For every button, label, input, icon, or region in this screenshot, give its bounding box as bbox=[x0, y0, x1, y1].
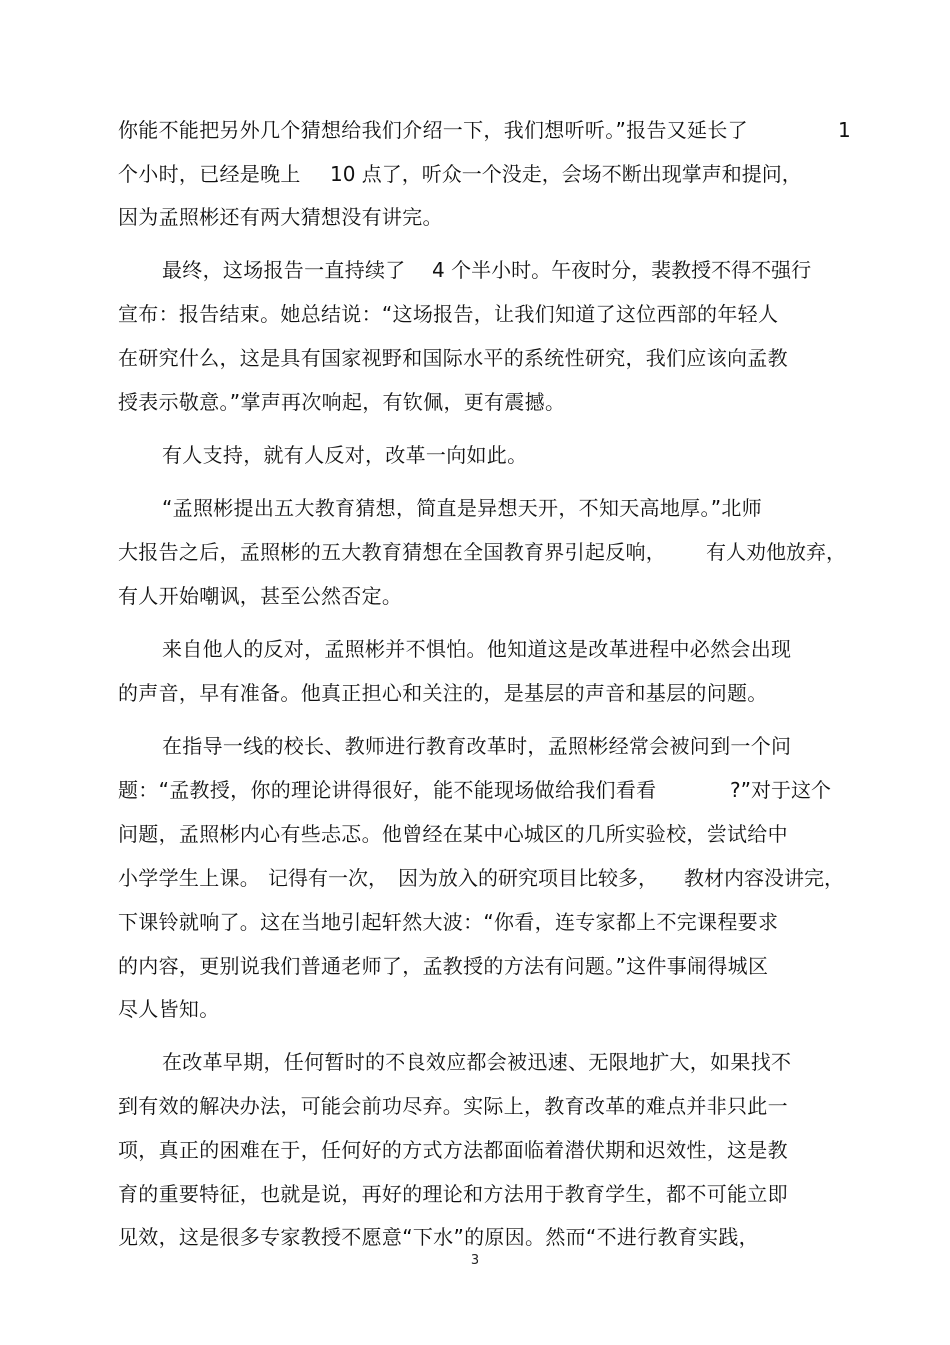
text-line: 来自他人的反对，孟照彬并不惧怕。他知道这是改革进程中必然会出现 bbox=[162, 637, 792, 661]
text-line: 在改革早期，任何暂时的不良效应都会被迅速、无限地扩大，如果找不 bbox=[162, 1050, 792, 1074]
text-fragment: 记得有一次， bbox=[268, 866, 388, 890]
text-fragment: 因为放入的研究项目比较多， bbox=[398, 866, 658, 890]
text-line: 宣布：报告结束。她总结说：“这场报告，让我们知道了这位西部的年轻人 bbox=[118, 302, 779, 326]
text-fragment: 4 个半小时。午夜时分，裴教授不得不强行 bbox=[432, 258, 812, 282]
text-line: 项，真正的困难在于，任何好的方式方法都面临着潜伏期和迟效性，这是教 bbox=[118, 1138, 788, 1162]
text-line: 因为孟照彬还有两大猜想没有讲完。 bbox=[118, 205, 443, 229]
text-line: 到有效的解决办法，可能会前功尽弃。实际上，教育改革的难点并非只此一 bbox=[118, 1094, 788, 1118]
text-line: 的内容，更别说我们普通老师了，孟教授的方法有问题。”这件事闹得城区 bbox=[118, 954, 769, 978]
text-fragment: 10 点了，听众一个没走，会场不断出现掌声和提问， bbox=[330, 162, 802, 186]
text-line: 在研究什么，这是具有国家视野和国际水平的系统性研究，我们应该向孟教 bbox=[118, 346, 788, 370]
text-line: 有人开始嘲讽，甚至公然否定。 bbox=[118, 584, 403, 608]
text-line: 小学学生上课。 bbox=[118, 866, 261, 890]
text-line: 大报告之后，孟照彬的五大教育猜想在全国教育界引起反响， bbox=[118, 540, 667, 564]
text-line: 下课铃就响了。这在当地引起轩然大波：“你看，连专家都上不完课程要求 bbox=[118, 910, 779, 934]
text-fragment: ?”对于这个 bbox=[730, 778, 831, 802]
text-line: 题：“孟教授，你的理论讲得很好，能不能现场做给我们看看 bbox=[118, 778, 657, 802]
text-line: 尽人皆知。 bbox=[118, 997, 220, 1021]
text-line: 有人支持，就有人反对，改革一向如此。 bbox=[162, 443, 528, 467]
text-line: 见效，这是很多专家教授不愿意“下水”的原因。然而“不进行教育实践， bbox=[118, 1225, 759, 1249]
text-line: 在指导一线的校长、教师进行教育改革时，孟照彬经常会被问到一个问 bbox=[162, 734, 792, 758]
text-line: 最终，这场报告一直持续了 bbox=[162, 258, 406, 282]
page-number: 3 bbox=[470, 1253, 480, 1268]
text-line: “孟照彬提出五大教育猜想，简直是异想天开，不知天高地厚。”北师 bbox=[162, 496, 763, 520]
text-fragment: 有人劝他放弃， bbox=[706, 540, 846, 564]
text-line: 个小时，已经是晚上 bbox=[118, 162, 301, 186]
text-line: 育的重要特征，也就是说，再好的理论和方法用于教育学生，都不可能立即 bbox=[118, 1182, 788, 1206]
text-line: 你能不能把另外几个猜想给我们介绍一下，我们想听听。”报告又延长了 bbox=[118, 118, 748, 142]
text-line: 的声音，早有准备。他真正担心和关注的，是基层的声音和基层的问题。 bbox=[118, 681, 768, 705]
text-line: 问题，孟照彬内心有些忐忑。他曾经在某中心城区的几所实验校，尝试给中 bbox=[118, 822, 788, 846]
text-fragment: 教材内容没讲完， bbox=[684, 866, 844, 890]
text-fragment: 1 bbox=[838, 118, 851, 142]
text-line: 授表示敬意。”掌声再次响起，有钦佩，更有震撼。 bbox=[118, 390, 566, 414]
